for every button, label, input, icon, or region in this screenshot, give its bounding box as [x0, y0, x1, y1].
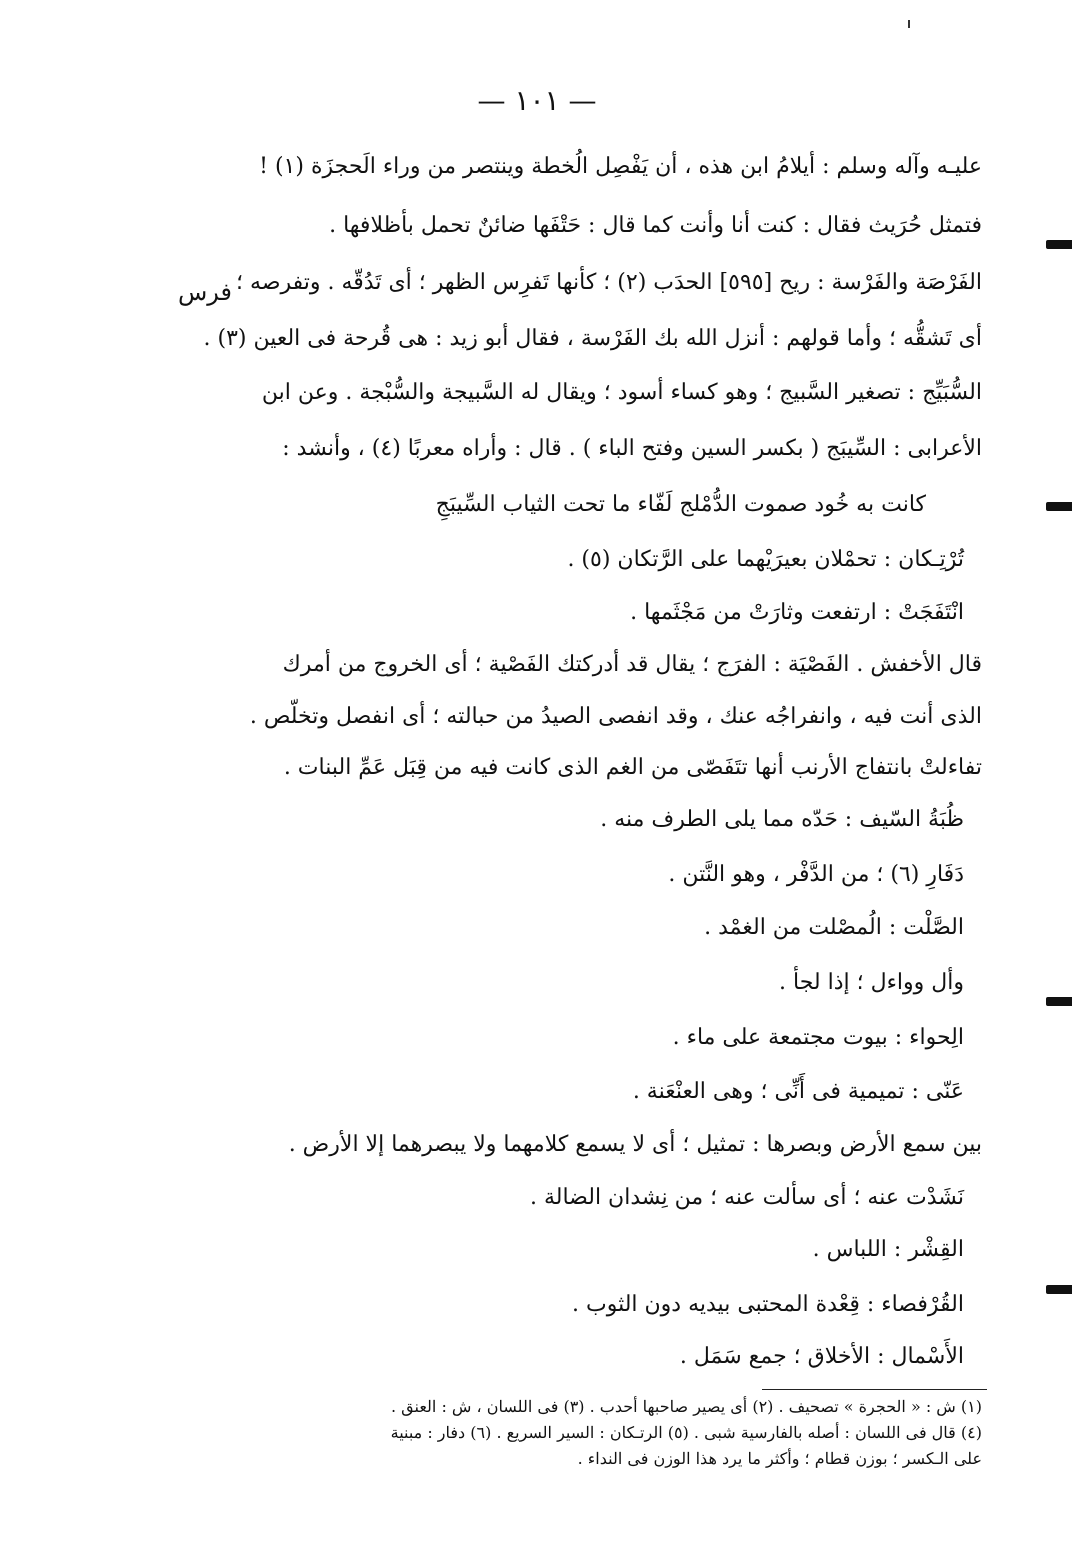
text-line: الفَرْصَة والفَرْسة : ريح [٥٩٥] الحدَب (٢) ؛ كأنها تَفرِس الظهر ؛ أى تَدُقّه . وتفرصه ؛	[236, 270, 982, 295]
text-line: عليـه وآله وسلم : أيلامُ ابن هذه ، أن يَفْصِل الُخطة وينتصر من وراء الَحجزَة (١) !	[259, 154, 982, 179]
text-line: الذى أنت فيه ، وانفراجُه عنك ، وقد انفصى الصيدُ من حبالته ؛ أى انفصل وتخلّص .	[249, 704, 982, 729]
text-line: نَشَدْت عنه ؛ أى سألت عنه ؛ من نِشدان الضالة .	[529, 1185, 964, 1210]
binding-mark	[1046, 997, 1072, 1006]
footnote-divider	[762, 1389, 987, 1390]
footnote-line: على الـكسر ؛ بوزن قطام ؛ وأكثر ما يرد هذا الوزن فى النداء .	[577, 1449, 982, 1468]
footnote-line: (٤) قال فى اللسان : أصله بالفارسية شبى . (٥) الرتـكان : السير السريع . (٦) دفار : مبنية	[390, 1423, 982, 1442]
text-line: انْتَفَجَتْ : ارتفعت وثارَتْ من مَجْثَمها .	[630, 600, 964, 625]
binding-mark	[1046, 502, 1072, 511]
text-line: فتمثل حُرَيث فقال : كنت أنا وأنت كما قال : حَتْفَها ضائنٌ تحمل بأظلافها .	[329, 213, 982, 238]
verse-line: كانت به خُود صموت الدُّمْلج لَفّاء ما تحت الثياب السِّيبَجِ	[435, 492, 926, 517]
binding-mark	[1046, 240, 1072, 249]
text-line: الأعرابى : السِّيبَج ( بكسر السين وفتح الباء ) . قال : وأراه معربًا (٤) ، وأنشد :	[282, 436, 982, 461]
text-line: وأل وواءل ؛ إذا لجأ .	[779, 970, 964, 995]
margin-note: فرس	[178, 278, 233, 306]
text-line: قال الأخفش . الفَصْيَة : الفرَج ؛ يقال قد أدركتك الفَصْية ؛ أى الخروج من أمرك	[282, 652, 982, 677]
text-line: دَفَارِ (٦) ؛ من الدَّفْر ، وهو النَّتن .	[668, 862, 964, 887]
text-line: الصَّلْت : الُمصْلت من الغمْد .	[704, 915, 964, 940]
text-line: عَنّى : تميمية فى أَنِّى ؛ وهى العنْعَنة .	[632, 1079, 964, 1104]
text-line: الِحواء : بيوت مجتمعة على ماء .	[672, 1025, 964, 1050]
text-line: تُرْتِـكان : تحمْلان بعيرَيْهما على الرَّتكان (٥) .	[567, 547, 964, 572]
text-line: أى تَشقُّه ؛ وأما قولهم : أنزل الله بك الفَرْسة ، فقال أبو زيد : هى قُرحة فى العين (٣) .	[203, 326, 982, 351]
scan-speck	[908, 20, 910, 28]
footnote-line: (١) ش : « الحجرة » تصحيف . (٢) أى يصير صاحبها أحدب . (٣) فى اللسان ، ش : العنق .	[390, 1397, 982, 1416]
text-line: الأَسْمال : الأخلاق ؛ جمع سَمَل .	[679, 1344, 964, 1369]
text-line: السُّبَيِّج : تصغير السَّبيج ؛ وهو كساء أسود ؛ ويقال له السَّبيجة والسُّبْجة . وعن ابن	[261, 380, 982, 405]
text-line: بين سمع الأرض وبصرها : تمثيل ؛ أى لا يسمع كلامهما ولا يبصرهما إلا الأرض .	[288, 1132, 982, 1157]
text-line: القُرْفصاء : قِعْدة المحتبى بيديه دون الثوب .	[572, 1292, 964, 1317]
text-line: ظُبَةُ السّيف : حَدّه مما يلى الطرف منه .	[600, 807, 964, 832]
binding-mark	[1046, 1285, 1072, 1294]
page-number: — ١٠١ —	[477, 84, 597, 117]
text-line: تفاءلتْ بانتفاج الأرنب أنها تتَفَصّى من الغم الذى كانت فيه من قِبَل عَمِّ البنات .	[283, 755, 982, 780]
text-line: القِشْر : اللباس .	[812, 1237, 964, 1262]
